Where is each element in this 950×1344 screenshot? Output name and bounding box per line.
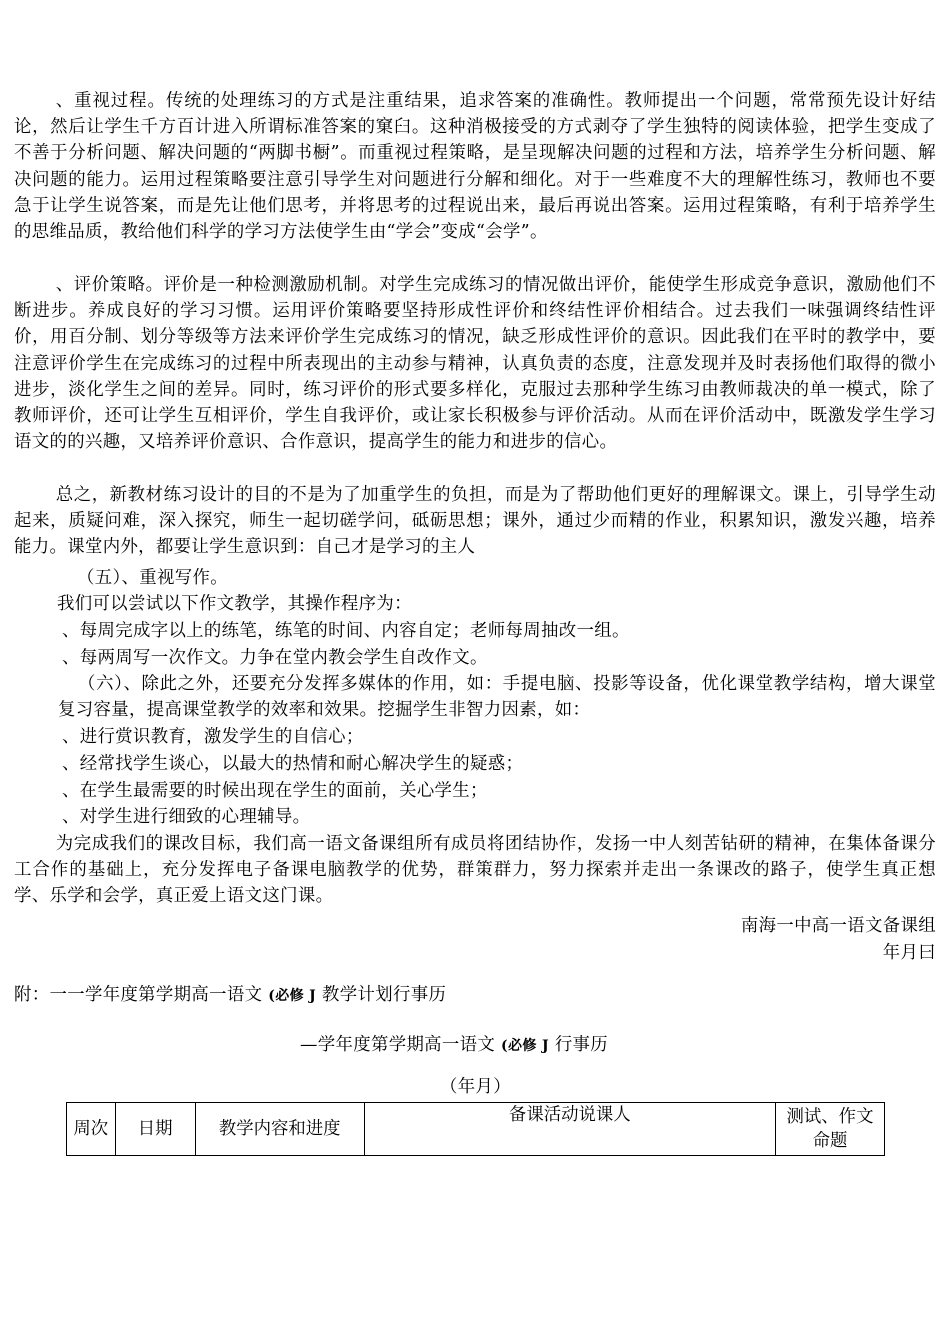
header-prep-activity: 备课活动说课人 xyxy=(364,1103,775,1156)
list-item-nonintellectual-2: 、经常找学生谈心，以最大的热情和耐心解决学生的疑惑； xyxy=(62,754,524,774)
paragraph-writing-intro: 我们可以尝试以下作文教学，其操作程序为： xyxy=(57,594,412,614)
header-test-topic: 测试、作文命题 xyxy=(775,1103,884,1156)
calendar-title xyxy=(300,1032,608,1059)
header-date: 日期 xyxy=(115,1103,195,1156)
calendar-title-suffix: 行事历 xyxy=(554,1035,609,1055)
list-item-nonintellectual-3: 、在学生最需要的时候出现在学生的面前，关心学生； xyxy=(62,781,488,801)
heading-writing: （五）、重视写作。 xyxy=(77,568,228,588)
calendar-table xyxy=(66,1102,885,1156)
appendix-title-prefix: 附：一一学年度第学期高一语文 xyxy=(14,985,263,1005)
paragraph-process-strategy: 、重视过程。传统的处理练习的方式是注重结果，追求答案的准确性。教师提出一个问题，常常预先设计好结论，然后让学生千方百计进入所谓标准答案的窠臼。这种消极接受的方式剥夺了学生独特的阅读体验，把学生变成了不善于分析问题、解决问题的“两脚书橱”。而重视过程策略，是呈现解决问题的过程和方法，培养学生分析问题、解决问题的能力。运用过程策略要注意引导学生对问题进行分解和细化。对于一些难度不大的理解性练习，教师也不要急于让学生说答案，而是先让他们思考，并将思考的过程说出来，最后再说出答案。运用过程策略，有利于培养学生的思维品质，教给他们科学的学习方法使学生由“学会”变成“会学”。 xyxy=(14,91,936,243)
paragraph-summary: 总之，新教材练习设计的目的不是为了加重学生的负担，而是为了帮助他们更好的理解课文。课上，引导学生动起来，质疑问难，深入探究，师生一起切磋学问，砥砺思想；课外，通过少而精的作业，积累知识，激发兴趣，培养能力。课堂内外，都要让学生意识到：自己才是学习的主人 xyxy=(14,485,936,558)
appendix-title-suffix: 教学计划行事历 xyxy=(322,985,447,1005)
paragraph-evaluation-strategy: 、评价策略。评价是一种检测激励机制。对学生完成练习的情况做出评价，能使学生形成竞争意识，激励他们不断进步。养成良好的学习习惯。运用评价策略要坚持形成性评价和终结性评价相结合。过去我们一味强调终结性评价，用百分制、划分等级等方法来评价学生完成练习的情况，缺乏形成性评价的意识。因此我们在平时的教学中，要注意评价学生在完成练习的过程中所表现出的主动参与精神，认真负责的态度，注意发现并及时表扬他们取得的微小进步，淡化学生之间的差异。同时，练习评价的形式要多样化，克服过去那种学生练习由教师裁决的单一模式，除了教师评价，还可让学生互相评价，学生自我评价，或让家长积极参与评价活动。从而在评价活动中，既激发学生学习语文的的兴趣，又培养评价意识、合作意识，提高学生的能力和进步的信心。 xyxy=(14,275,936,453)
appendix-title-tag: (必修 J xyxy=(268,988,317,1004)
calendar-title-tag: (必修 J xyxy=(501,1038,549,1054)
list-item-writing-2: 、每两周写一次作文。力争在堂内教会学生自改作文。 xyxy=(62,648,488,668)
paragraph-multimedia: （六）、除此之外，还要充分发挥多媒体的作用，如：手提电脑、投影等设备，优化课堂教学结构，增大课堂复习容量，提高课堂教学的效率和效果。挖掘学生非智力因素，如： xyxy=(58,674,936,721)
list-item-nonintellectual-4: 、对学生进行细致的心理辅导。 xyxy=(62,807,311,827)
signature-group: 南海一中高一语文备课组 xyxy=(740,916,936,936)
list-item-writing-1: 、每周完成字以上的练笔，练笔的时间、内容自定；老师每周抽改一组。 xyxy=(62,621,630,641)
paragraph-conclusion: 为完成我们的课改目标，我们高一语文备课组所有成员将团结协作，发扬一中人刻苦钻研的精神，在集体备课分工合作的基础上，充分发挥电子备课电脑教学的优势，群策群力，努力探索并走出一条课改的路子，使学生真正想学、乐学和会学，真正爱上语文这门课。 xyxy=(14,834,936,907)
list-item-nonintellectual-1: 、进行赏识教育，激发学生的自信心； xyxy=(62,727,364,747)
calendar-header-row xyxy=(67,1103,885,1156)
header-week: 周次 xyxy=(67,1103,116,1156)
calendar-title-prefix: —学年度第学期高一语文 xyxy=(300,1035,496,1055)
header-content-progress: 教学内容和进度 xyxy=(195,1103,364,1156)
calendar-month-line: （年月） xyxy=(440,1077,511,1097)
appendix-title xyxy=(14,982,446,1009)
signature-date: 年月曰 xyxy=(882,943,936,963)
